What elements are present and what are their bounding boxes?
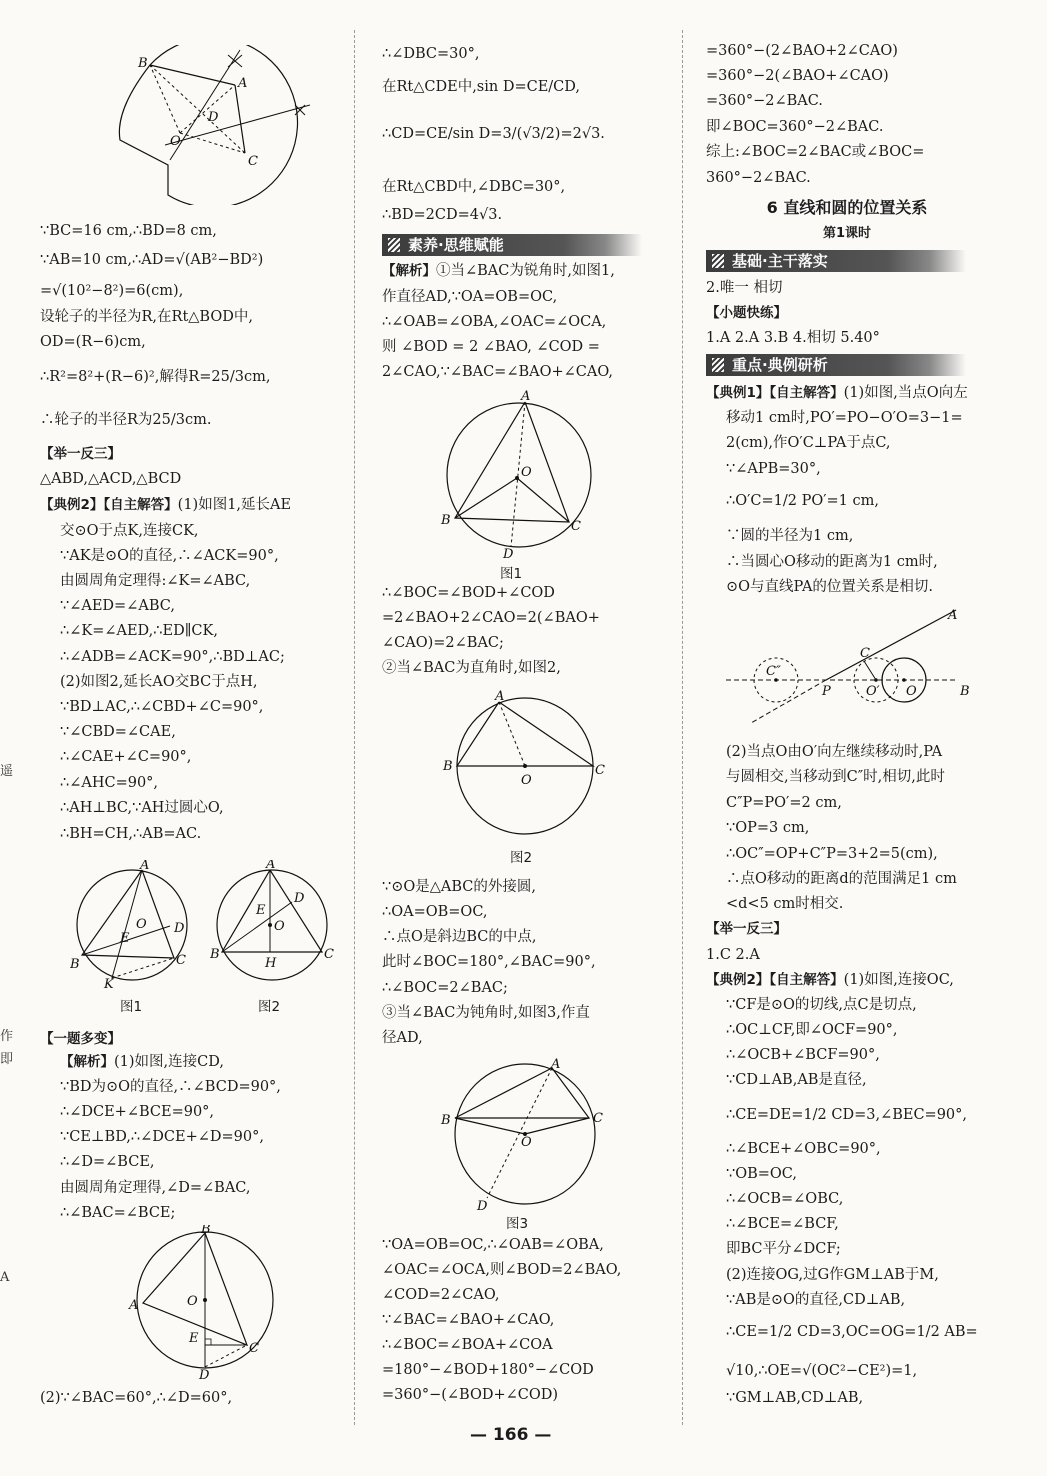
- svg-text:C: C: [595, 763, 605, 778]
- text-line: 在Rt△CDE中,sin D=CE/CD,: [382, 79, 580, 95]
- svg-text:H: H: [265, 956, 277, 971]
- text-line: ∠COD=2∠CAO,: [382, 1287, 500, 1303]
- text-line: =2∠BAO+2∠CAO=2(∠BAO+: [382, 610, 600, 626]
- label-ytdb: 【一题多变】: [40, 1031, 121, 1047]
- text-line: ∴∠D=∠BCE,: [60, 1154, 155, 1170]
- text-line: ∵BD⊥AC,∴∠CBD+∠C=90°,: [60, 699, 264, 715]
- svg-text:D: D: [199, 1368, 210, 1380]
- svg-text:O: O: [521, 1135, 532, 1150]
- svg-text:B: B: [201, 1225, 211, 1237]
- text-line: ∴∠OCB+∠BCF=90°,: [726, 1047, 880, 1063]
- text-line: 综上:∠BOC=2∠BAC或∠BOC=: [706, 144, 925, 160]
- label-jyfs: 【举一反三】: [706, 921, 787, 937]
- text-line: C″P=PO′=2 cm,: [726, 795, 842, 811]
- text-line: ∵AB是⊙O的直径,CD⊥AB,: [726, 1292, 906, 1308]
- text-line: ∴当圆心O移动的距离为1 cm时,: [726, 554, 938, 570]
- text-line: ∵BC=16 cm,∴BD=8 cm,: [40, 223, 217, 239]
- text-line: ∴∠DBC=30°,: [382, 46, 480, 62]
- text-span: (1)如图1,延长AE: [177, 497, 292, 513]
- svg-text:O: O: [521, 465, 532, 480]
- svg-text:O: O: [521, 773, 532, 788]
- text-line: ∴O′C=1/2 PO′=1 cm,: [726, 493, 879, 509]
- text-line: ∵∠AED=∠ABC,: [60, 598, 175, 614]
- svg-text:C: C: [860, 646, 870, 661]
- text-line: 在Rt△CBD中,∠DBC=30°,: [382, 179, 566, 195]
- text-line: 2(cm),作O′C⊥PA于点C,: [726, 435, 891, 451]
- text-line: ∴点O是斜边BC的中点,: [382, 929, 537, 945]
- svg-text:B: B: [210, 947, 220, 962]
- text-line: ∵OA=OB=OC,∴∠OAB=∠OBA,: [382, 1237, 604, 1253]
- text-line: ∵⊙O是△ABC的外接圆,: [382, 879, 537, 895]
- text-line: ∵∠APB=30°,: [726, 461, 821, 477]
- margin-glyph: 作: [0, 1029, 14, 1044]
- text-line: ∴∠CAE+∠C=90°,: [60, 749, 192, 765]
- figure-obtuse: [437, 1058, 612, 1222]
- figure-2: [210, 860, 340, 994]
- svg-text:C: C: [324, 947, 334, 962]
- text-line: (2)连接OG,过G作GM⊥AB于M,: [726, 1267, 939, 1283]
- text-line: ∴点O移动的距离d的范围满足1 cm: [726, 871, 957, 887]
- example1-line: [706, 384, 968, 402]
- text-line: OD=(R−6)cm,: [40, 334, 146, 350]
- svg-text:O: O: [274, 919, 285, 934]
- text-line: 此时∠BOC=180°,∠BAC=90°,: [382, 954, 596, 970]
- text-line: 即∠BOC=360°−2∠BAC.: [706, 119, 884, 135]
- text-line: (2)如图2,延长AO交BC于点H,: [60, 674, 258, 690]
- figure-tangent: [726, 605, 986, 734]
- label-jyfs: 【举一反三】: [40, 446, 121, 462]
- svg-text:A: A: [551, 1058, 561, 1072]
- text-line: ∴∠BOC=∠BOD+∠COD: [382, 585, 555, 601]
- text-line: △ABD,△ACD,△BCD: [40, 471, 182, 487]
- svg-text:D: D: [294, 891, 305, 906]
- text-span: (1)如图,当点O向左: [843, 385, 968, 401]
- svg-text:P: P: [822, 684, 831, 699]
- text-line: ∴BD=2CD=4√3.: [382, 207, 503, 223]
- text-line: 1.C 2.A: [706, 947, 760, 963]
- svg-text:C: C: [249, 1341, 259, 1356]
- text-line: =360°−(2∠BAO+2∠CAO): [706, 43, 898, 59]
- margin-glyph: 遥: [0, 764, 14, 779]
- label-dl2: 【典例2】【自主解答】: [706, 972, 844, 988]
- text-line: ∵CD⊥AB,AB是直径,: [726, 1072, 867, 1088]
- text-line: =360°−(∠BOD+∠COD): [382, 1387, 559, 1403]
- text-line: ∴∠BAC=∠BCE;: [60, 1205, 176, 1221]
- text-line: ∴OC⊥CF,即∠OCF=90°,: [726, 1022, 898, 1038]
- text-line: ∴∠OCB=∠OBC,: [726, 1191, 844, 1207]
- svg-text:A: A: [948, 608, 958, 623]
- text-line: ∴∠ADB=∠ACK=90°,∴BD⊥AC;: [60, 649, 285, 665]
- margin-glyph: 即: [0, 1052, 14, 1067]
- text-line: ∠OAC=∠OCA,则∠BOD=2∠BAO,: [382, 1262, 622, 1278]
- svg-text:A: A: [495, 689, 505, 704]
- solution-line: [382, 262, 615, 280]
- text-line: ∴CE=1/2 CD=3,OC=OG=1/2 AB=: [726, 1324, 978, 1340]
- svg-text:B: B: [441, 1113, 451, 1128]
- subsection-title: 第1课时: [822, 226, 872, 241]
- svg-text:C: C: [593, 1111, 603, 1126]
- text-line: 交⊙O于点K,连接CK,: [60, 523, 199, 539]
- example2-line: [40, 496, 291, 514]
- label-xtkl: 【小题快练】: [706, 305, 787, 321]
- text-line: ③当∠BAC为钝角时,如图3,作直: [382, 1005, 590, 1021]
- text-line: ∵OB=OC,: [726, 1166, 797, 1182]
- figure-2-caption: 图2: [258, 999, 281, 1015]
- section-banner: 素养·思维赋能: [382, 234, 642, 256]
- text-line: =√(10²−8²)=6(cm),: [40, 283, 184, 299]
- text-line: ∴AH⊥BC,∵AH过圆心O,: [60, 800, 224, 816]
- text-line: ∴∠OAB=∠OBA,∠OAC=∠OCA,: [382, 314, 607, 330]
- svg-text:O′: O′: [866, 684, 880, 699]
- text-line: =360°−2(∠BAO+∠CAO): [706, 68, 889, 84]
- figure-caption: 图2: [510, 850, 533, 866]
- text-line: 作直径AD,∵OA=OB=OC,: [382, 289, 558, 305]
- wheel-figure: [110, 45, 310, 209]
- text-line: ∵AK是⊙O的直径,∴∠ACK=90°,: [60, 548, 279, 564]
- column-divider: [354, 30, 355, 1425]
- text-line: ∴CD=CE/sin D=3/(√3/2)=2√3.: [382, 126, 605, 142]
- text-line: 2.唯一 相切: [706, 280, 783, 296]
- text-line: (2)当点O由O′向左继续移动时,PA: [726, 744, 943, 760]
- label-dl1: 【典例1】【自主解答】: [706, 385, 844, 401]
- text-line: 即BC平分∠DCF;: [726, 1241, 841, 1257]
- svg-text:O: O: [170, 134, 181, 149]
- figure-1-caption: 图1: [120, 999, 143, 1015]
- text-line: ∴∠K=∠AED,∴ED∥CK,: [60, 623, 218, 639]
- svg-text:A: A: [238, 76, 248, 91]
- text-line: 360°−2∠BAC.: [706, 170, 811, 186]
- text-line: ②当∠BAC为直角时,如图2,: [382, 660, 561, 676]
- text-line: ∴轮子的半径R为25/3cm.: [40, 412, 212, 428]
- svg-text:B: B: [960, 684, 970, 699]
- svg-text:D: D: [174, 921, 185, 936]
- figure-acute: [437, 390, 602, 564]
- text-line: ∵圆的半径为1 cm,: [726, 528, 854, 544]
- svg-text:O: O: [187, 1294, 198, 1309]
- text-line: ∴OC″=OP+C″P=3+2=5(cm),: [726, 846, 938, 862]
- text-span: (1)如图,连接CD,: [114, 1054, 224, 1070]
- text-line: √10,∴OE=√(OC²−CE²)=1,: [726, 1363, 918, 1379]
- text-span: (1)如图,连接OC,: [843, 972, 954, 988]
- text-line: ∵OP=3 cm,: [726, 820, 810, 836]
- svg-text:K: K: [104, 977, 114, 990]
- text-line: 2∠CAO,∵∠BAC=∠BAO+∠CAO,: [382, 364, 614, 380]
- text-line: ∠CAO)=2∠BAC;: [382, 635, 504, 651]
- text-line: 与圆相交,当移动到C″时,相切,此时: [726, 769, 945, 785]
- figure-right: [437, 688, 612, 842]
- svg-text:C″: C″: [766, 664, 781, 679]
- column-divider: [682, 30, 683, 1425]
- label-dl2: 【典例2】【自主解答】: [40, 497, 178, 513]
- svg-text:C: C: [176, 953, 186, 968]
- svg-text:C: C: [571, 519, 581, 534]
- svg-text:E: E: [256, 903, 266, 918]
- svg-text:A: A: [521, 390, 531, 404]
- svg-text:B: B: [70, 957, 80, 972]
- svg-text:A: A: [140, 860, 150, 873]
- svg-text:O: O: [136, 917, 147, 932]
- example2-line: [706, 971, 954, 989]
- text-line: ∵∠CBD=∠CAE,: [60, 724, 176, 740]
- svg-text:O: O: [906, 684, 917, 699]
- text-span: ①当∠BAC为锐角时,如图1,: [436, 263, 615, 279]
- text-line: ∴∠AHC=90°,: [60, 775, 159, 791]
- margin-glyph: A: [0, 1270, 10, 1285]
- svg-text:A: A: [266, 860, 276, 872]
- text-line: ∴OA=OB=OC,: [382, 904, 488, 920]
- text-line: 1.A 2.A 3.B 4.相切 5.40°: [706, 330, 880, 346]
- text-line: =180°−∠BOD+180°−∠COD: [382, 1362, 594, 1378]
- text-line: 则 ∠BOD = 2 ∠BAO, ∠COD =: [382, 339, 600, 355]
- text-line: ∴∠DCE+∠BCE=90°,: [60, 1104, 215, 1120]
- text-line: 设轮子的半径为R,在Rt△BOD中,: [40, 309, 253, 325]
- page-number: — 166 —: [470, 1425, 552, 1445]
- svg-text:B: B: [443, 759, 453, 774]
- text-line: ∵CF是⊙O的切线,点C是切点,: [726, 997, 917, 1013]
- text-line: ∵GM⊥AB,CD⊥AB,: [726, 1390, 864, 1406]
- text-line: 由圆周角定理得:∠K=∠ABC,: [60, 573, 251, 589]
- text-line: <d<5 cm时相交.: [726, 896, 844, 912]
- svg-text:A: A: [129, 1298, 139, 1313]
- text-line: =360°−2∠BAC.: [706, 93, 823, 109]
- svg-text:B: B: [138, 56, 148, 71]
- text-line: ∴∠BOC=∠BOA+∠COA: [382, 1337, 553, 1353]
- text-line: ∴BH=CH,∴AB=AC.: [60, 826, 202, 842]
- text-line: ∴R²=8²+(R−6)²,解得R=25/3cm,: [40, 369, 271, 385]
- solution-line: [40, 1053, 224, 1071]
- text-line: ∴∠BOC=2∠BAC;: [382, 980, 508, 996]
- text-line: 移动1 cm时,PO′=PO−O′O=3−1=: [726, 410, 963, 426]
- section-banner: 基础·主干落实: [706, 250, 966, 272]
- text-line: ∵AB=10 cm,∴AD=√(AB²−BD²): [40, 252, 264, 268]
- text-line: ∴∠BCE=∠BCF,: [726, 1216, 839, 1232]
- figure-1: [70, 860, 200, 994]
- label-jx: 【解析】: [60, 1054, 114, 1070]
- section-banner: 重点·典例研析: [706, 354, 966, 376]
- figure-circle-bd: [125, 1225, 290, 1384]
- svg-text:C: C: [248, 154, 258, 169]
- svg-text:B: B: [441, 513, 451, 528]
- text-line: 由圆周角定理得,∠D=∠BAC,: [60, 1180, 251, 1196]
- text-line: 径AD,: [382, 1030, 423, 1046]
- figure-caption: 图3: [506, 1216, 529, 1232]
- text-line: ⊙O与直线PA的位置关系是相切.: [726, 579, 934, 595]
- label-jx: 【解析】: [382, 263, 436, 279]
- text-line: ∵CE⊥BD,∴∠DCE+∠D=90°,: [60, 1129, 264, 1145]
- section-title: 6 直线和圆的位置关系: [766, 198, 928, 217]
- svg-text:E: E: [189, 1331, 199, 1346]
- svg-text:D: D: [477, 1199, 488, 1214]
- svg-text:D: D: [503, 547, 514, 560]
- figure-caption: 图1: [500, 566, 523, 582]
- text-line: ∴CE=DE=1/2 CD=3,∠BEC=90°,: [726, 1107, 968, 1123]
- text-line: (2)∵∠BAC=60°,∴∠D=60°,: [40, 1390, 233, 1406]
- text-line: ∵∠BAC=∠BAO+∠CAO,: [382, 1312, 555, 1328]
- text-line: ∴∠BCE+∠OBC=90°,: [726, 1141, 881, 1157]
- text-line: ∵BD为⊙O的直径,∴∠BCD=90°,: [60, 1079, 281, 1095]
- svg-text:D: D: [208, 110, 219, 125]
- svg-text:E: E: [120, 931, 130, 946]
